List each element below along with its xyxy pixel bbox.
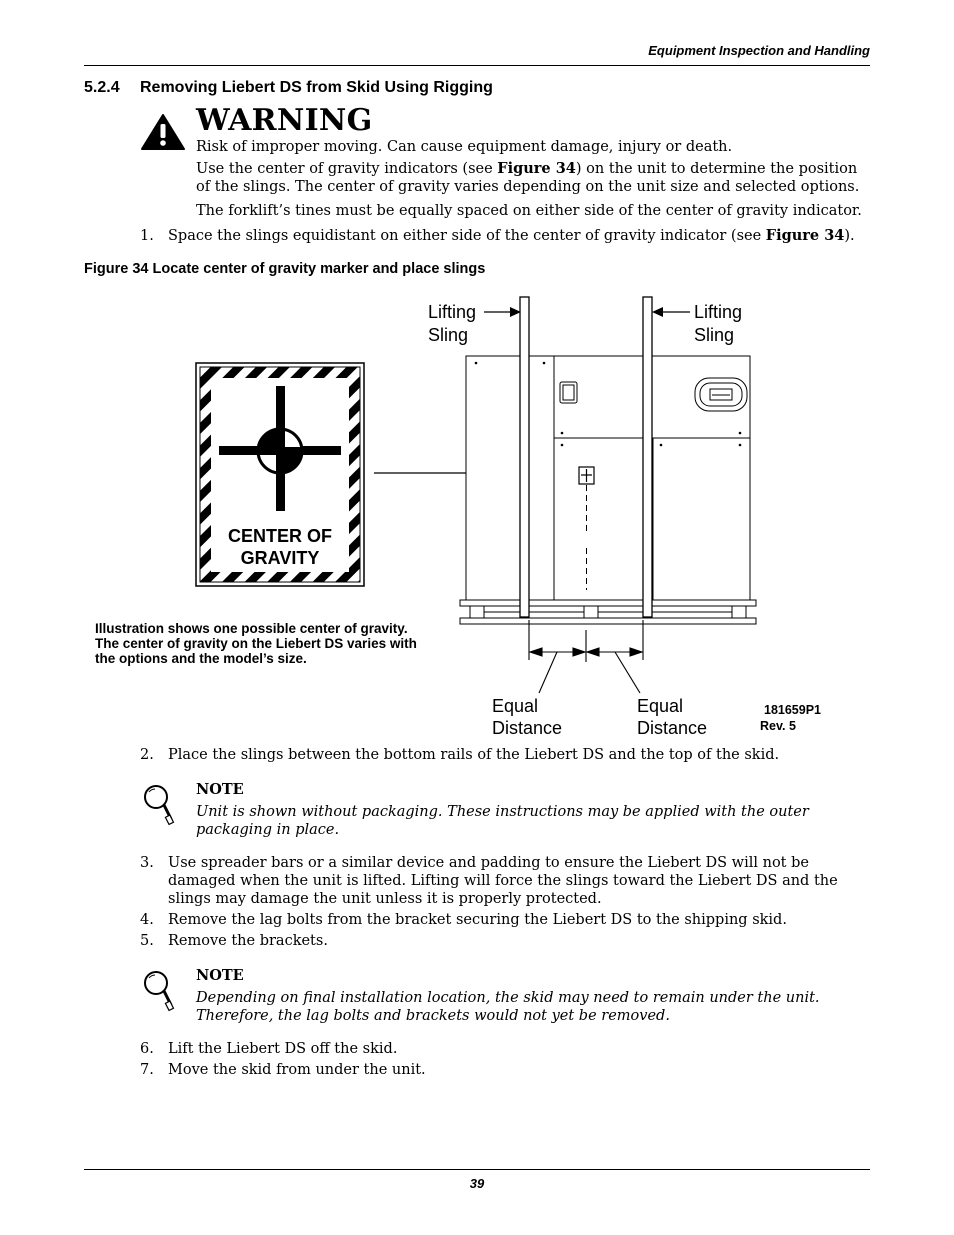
equal-distance-left-2: Distance bbox=[492, 718, 563, 738]
note-1-title: NOTE bbox=[196, 781, 244, 798]
note-2-title: NOTE bbox=[196, 967, 244, 984]
figure-part-number: 181659P1 bbox=[764, 703, 822, 717]
center-of-gravity-marker bbox=[579, 467, 594, 484]
warning-risk-text: Risk of improper moving. Can cause equipment damage, injury or death. bbox=[196, 139, 733, 155]
step-1-text-a: Space the slings equidistant on either side of the center of gravity indicator (see bbox=[168, 228, 766, 244]
step-number: 7. bbox=[140, 1062, 154, 1078]
sling-arrow-left bbox=[510, 307, 521, 317]
step-text: Remove the lag bolts from the bracket securing the Liebert DS to the shipping skid. bbox=[168, 912, 787, 928]
step-5 bbox=[140, 932, 860, 950]
lifting-sling-right bbox=[643, 297, 652, 617]
step-7 bbox=[140, 1061, 860, 1079]
warning-triangle-icon bbox=[140, 113, 186, 151]
section-heading bbox=[84, 79, 493, 97]
footer-rule bbox=[84, 1169, 870, 1170]
equal-distance-right-1: Equal bbox=[637, 696, 684, 716]
step-6 bbox=[140, 1040, 860, 1058]
step-number: 1. bbox=[140, 228, 154, 244]
step-text: Place the slings between the bottom rails of the Liebert DS and the top of the skid. bbox=[168, 747, 780, 763]
figure-34-illustration bbox=[84, 290, 870, 750]
step-text bbox=[168, 227, 870, 245]
step-number: 2. bbox=[140, 747, 154, 763]
note-2-text: Depending on final installation location, the skid may need to remain under the unit. Therefore, the lag bolts and brackets would not yet be removed. bbox=[196, 990, 820, 1024]
sling-label-left-2: Sling bbox=[428, 325, 469, 345]
figure-reference-link[interactable]: Figure 34 bbox=[497, 160, 576, 177]
magnifier-icon bbox=[140, 782, 184, 828]
sign-text-line-2: GRAVITY bbox=[240, 548, 320, 568]
sling-label-right-1: Lifting bbox=[694, 302, 743, 322]
page-number: 39 bbox=[469, 1176, 485, 1191]
step-1-text-b: ). bbox=[844, 228, 855, 244]
illustration-note-line-3: the options and the model’s size. bbox=[95, 651, 307, 666]
warning-title: WARNING bbox=[196, 103, 373, 138]
header-rule bbox=[84, 65, 870, 66]
liebert-ds-unit bbox=[466, 356, 750, 600]
running-header: Equipment Inspection and Handling bbox=[648, 43, 870, 58]
equal-distance-right-2: Distance bbox=[637, 718, 708, 738]
sling-label-left-1: Lifting bbox=[428, 302, 477, 322]
center-of-gravity-sign bbox=[196, 363, 364, 586]
illustration-note-line-2: The center of gravity on the Liebert DS varies with bbox=[95, 636, 417, 651]
step-4 bbox=[140, 911, 860, 929]
step-text: Use spreader bars or a similar device and padding to ensure the Liebert DS will not be damaged when the unit is lifted. Lifting will force the slings toward the Liebert DS and the slings may damage the unit unless it is properly protected. bbox=[168, 855, 838, 907]
illustration-note-line-1: Illustration shows one possible center of gravity. bbox=[95, 621, 408, 636]
equal-distance-left-1: Equal bbox=[492, 696, 539, 716]
step-text: Remove the brackets. bbox=[168, 933, 328, 949]
step-3 bbox=[140, 854, 860, 908]
step-text: Move the skid from under the unit. bbox=[168, 1062, 426, 1078]
section-title: Removing Liebert DS from Skid Using Rigging bbox=[140, 79, 493, 96]
warning-paragraph-2: The forklift’s tines must be equally spaced on either side of the center of gravity indicator. bbox=[196, 203, 862, 219]
warning-p1-text-b: ) on the unit to determine the position of the slings. The center of gravity varies depending on the unit size and selected options. bbox=[196, 161, 860, 195]
magnifier-icon bbox=[140, 968, 184, 1014]
sling-label-right-2: Sling bbox=[694, 325, 735, 345]
step-text: Lift the Liebert DS off the skid. bbox=[168, 1041, 398, 1057]
warning-paragraph-1 bbox=[196, 160, 870, 196]
lifting-sling-left bbox=[520, 297, 529, 617]
figure-caption: Figure 34 Locate center of gravity marker and place slings bbox=[84, 261, 486, 277]
step-2 bbox=[140, 746, 860, 764]
section-number: 5.2.4 bbox=[84, 79, 120, 96]
note-1-text: Unit is shown without packaging. These instructions may be applied with the outer packaging in place. bbox=[196, 804, 809, 838]
sling-arrow-right bbox=[652, 307, 663, 317]
warning-p1-text-a: Use the center of gravity indicators (see bbox=[196, 161, 498, 177]
step-1 bbox=[140, 227, 860, 245]
shipping-skid bbox=[460, 600, 756, 624]
figure-reference-link[interactable]: Figure 34 bbox=[765, 227, 845, 244]
equal-distance-dimensions bbox=[529, 620, 643, 693]
step-number: 6. bbox=[140, 1041, 154, 1057]
figure-revision: Rev. 5 bbox=[760, 719, 796, 733]
step-number: 3. bbox=[140, 855, 154, 871]
sign-text-line-1: CENTER OF bbox=[227, 526, 333, 546]
step-number: 5. bbox=[140, 933, 154, 949]
step-number: 4. bbox=[140, 912, 154, 928]
